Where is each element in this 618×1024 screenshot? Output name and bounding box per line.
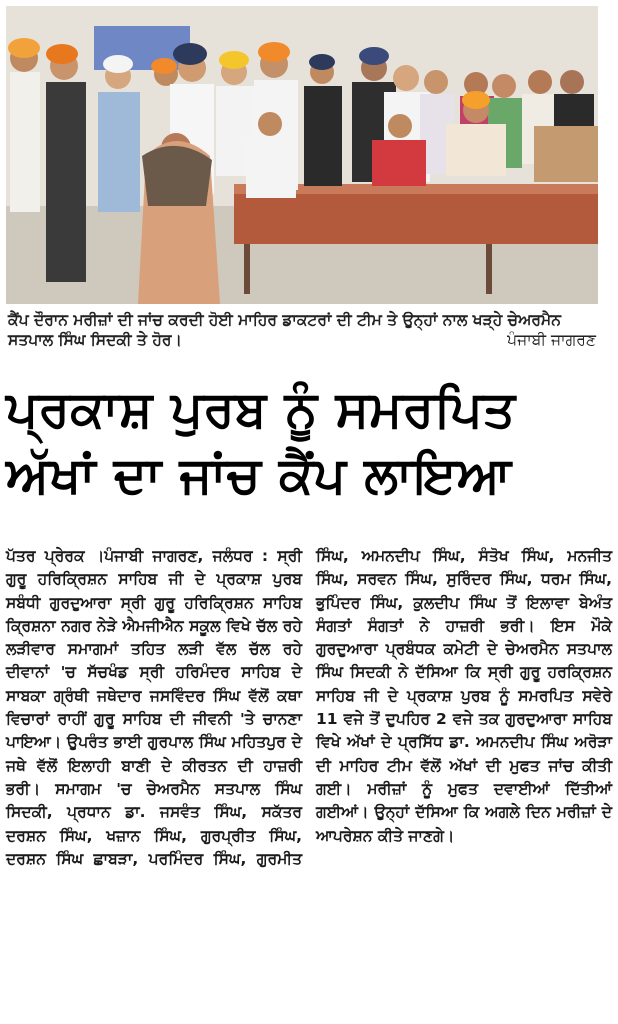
news-photo	[6, 6, 598, 304]
caption-text: ਕੈਂਪ ਦੌਰਾਨ ਮਰੀਜ਼ਾਂ ਦੀ ਜਾਂਚ ਕਰਦੀ ਹੋਈ ਮਾਹਿਰ ਡਾਕਟਰਾਂ ਦੀ ਟੀਮ ਤੇ ਉਨ੍ਹਾਂ ਨਾਲ ਖੜ੍ਹੇ ਚੇਅਰਮੈਨ ਸਤਪਾਲ ਸਿੰਘ ਸਿਦਕੀ ਤੇ ਹੋਰ।	[8, 311, 561, 349]
photo-credit: ਪੰਜਾਬੀ ਜਾਗਰਣ	[507, 331, 596, 349]
article-text: ਸ੍ਰੀ ਗੁਰੂ ਹਰਿਕ੍ਰਿਸ਼ਨ ਸਾਹਿਬ ਜੀ ਦੇ ਪ੍ਰਕਾਸ਼ ਪੁਰਬ ਸਬੰਧੀ ਗੁਰਦੁਆਰਾ ਸ੍ਰੀ ਗੁਰੂ ਹਰਿਕ੍ਰਿਸ਼ਨ ਸਾਹਿਬ ਕ੍ਰਿਸ਼ਨਾ ਨਗਰ ਨੇੜੇ ਐਮਜੀਐਨ ਸਕੂਲ ਵਿਖੇ ਚੱਲ ਰਹੇ ਲੜੀਵਾਰ ਸਮਾਗਮਾਂ ਤਹਿਤ ਲੜੀ ਵੱਲ ਚੱਲ ਰਹੇ ਦੀਵਾਨਾਂ 'ਚ ਸੱਚਖੰਡ ਸ੍ਰੀ ਹਰਿਮੰਦਰ ਸਾਹਿਬ ਦੇ ਸਾਬਕਾ ਗ੍ਰੰਥੀ ਜਥੇਦਾਰ ਜਸਵਿੰਦਰ ਸਿੰਘ ਵੱਲੋਂ ਕਥਾ ਵਿਚਾਰਾਂ ਰਾਹੀਂ ਗੁਰੂ ਸਾਹਿਬ ਦੀ ਜੀਵਨੀ 'ਤੇ ਚਾਨਣਾ ਪਾਇਆ। ਉਪਰੰਤ ਭਾਈ ਗੁਰਪਾਲ ਸਿੰਘ ਮਹਿਤਪੁਰ ਦੇ ਜਥੇ ਵੱਲੋਂ ਇਲਾਹੀ ਬਾਣੀ ਦੇ ਕੀਰਤਨ ਦੀ ਹਾਜ਼ਰੀ ਭਰੀ। ਸਮਾਗਮ 'ਚ ਚੇਅਰਮੈਨ ਸਤਪਾਲ ਸਿੰਘ ਸਿਦਕੀ, ਪ੍ਰਧਾਨ ਡਾ. ਜਸਵੰਤ ਸਿੰਘ, ਸਕੱਤਰ ਦਰਸ਼ਨ ਸਿੰਘ, ਖਜ਼ਾਨ ਸਿੰਘ, ਗੁਰਪ੍ਰੀਤ ਸਿੰਘ, ਦਰਸ਼ਨ ਸਿੰਘ ਛਾਬੜਾ, ਪਰਮਿੰਦਰ ਸਿੰਘ, ਗੁਰਮੀਤ ਸਿੰਘ, ਅਮਨਦੀਪ ਸਿੰਘ, ਸੰਤੋਖ ਸਿੰਘ, ਮਨਜੀਤ ਸਿੰਘ, ਸਰਵਨ ਸਿੰਘ, ਸੁਰਿੰਦਰ ਸਿੰਘ, ਧਰਮ ਸਿੰਘ, ਭੁਪਿੰਦਰ ਸਿੰਘ, ਕੁਲਦੀਪ ਸਿੰਘ ਤੋਂ ਇਲਾਵਾ ਬੇਅੰਤ ਸੰਗਤਾਂ ਸੰਗਤਾਂ ਨੇ ਹਾਜ਼ਰੀ ਭਰੀ। ਇਸ ਮੌਕੇ ਗੁਰਦੁਆਰਾ ਪ੍ਰਬੰਧਕ ਕਮੇਟੀ ਦੇ ਚੇਅਰਮੈਨ ਸਤਪਾਲ ਸਿੰਘ ਸਿਦਕੀ ਨੇ ਦੱਸਿਆ ਕਿ ਸ੍ਰੀ ਗੁਰੂ ਹਰਕ੍ਰਿਸ਼ਨ ਸਾਹਿਬ ਜੀ ਦੇ ਪ੍ਰਕਾਸ਼ ਪੁਰਬ ਨੂੰ ਸਮਰਪਿਤ ਸਵੇਰੇ 11 ਵਜੇ ਤੋਂ ਦੁਪਹਿਰ 2 ਵਜੇ ਤਕ ਗੁਰਦੁਆਰਾ ਸਾਹਿਬ ਵਿਖੇ ਅੱਖਾਂ ਦੇ ਪ੍ਰਸਿੱਧ ਡਾ. ਅਮਨਦੀਪ ਸਿੰਘ ਅਰੋੜਾ ਦੀ ਮਾਹਿਰ ਟੀਮ ਵੱਲੋਂ ਅੱਖਾਂ ਦੀ ਮੁਫਤ ਜਾਂਚ ਕੀਤੀ ਗਈ। ਮਰੀਜ਼ਾਂ ਨੂੰ ਮੁਫਤ ਦਵਾਈਆਂ ਦਿੱਤੀਆਂ ਗਈਆਂ। ਉਨ੍ਹਾਂ ਦੱਸਿਆ ਕਿ ਅਗਲੇ ਦਿਨ ਮਰੀਜ਼ਾਂ ਦੇ ਆਪਰੇਸ਼ਨ ਕੀਤੇ ਜਾਣਗੇ।	[6, 547, 612, 868]
headline-line-1: ਪ੍ਰਕਾਸ਼ ਪੁਰਬ ਨੂੰ ਸਮਰਪਿਤ	[6, 380, 516, 438]
headline-line-2: ਅੱਖਾਂ ਦਾ ਜਾਂਚ ਕੈਂਪ ਲਾਇਆ	[6, 446, 512, 504]
article-body	[6, 545, 612, 1020]
eye-camp-photo-icon	[6, 6, 598, 304]
headline	[6, 376, 606, 508]
article-dateline: ਪੱਤਰ ਪ੍ਰੇਰਕ ।ਪੰਜਾਬੀ ਜਾਗਰਣ, ਜਲੰਧਰ :	[6, 547, 278, 565]
photo-caption	[8, 310, 598, 350]
